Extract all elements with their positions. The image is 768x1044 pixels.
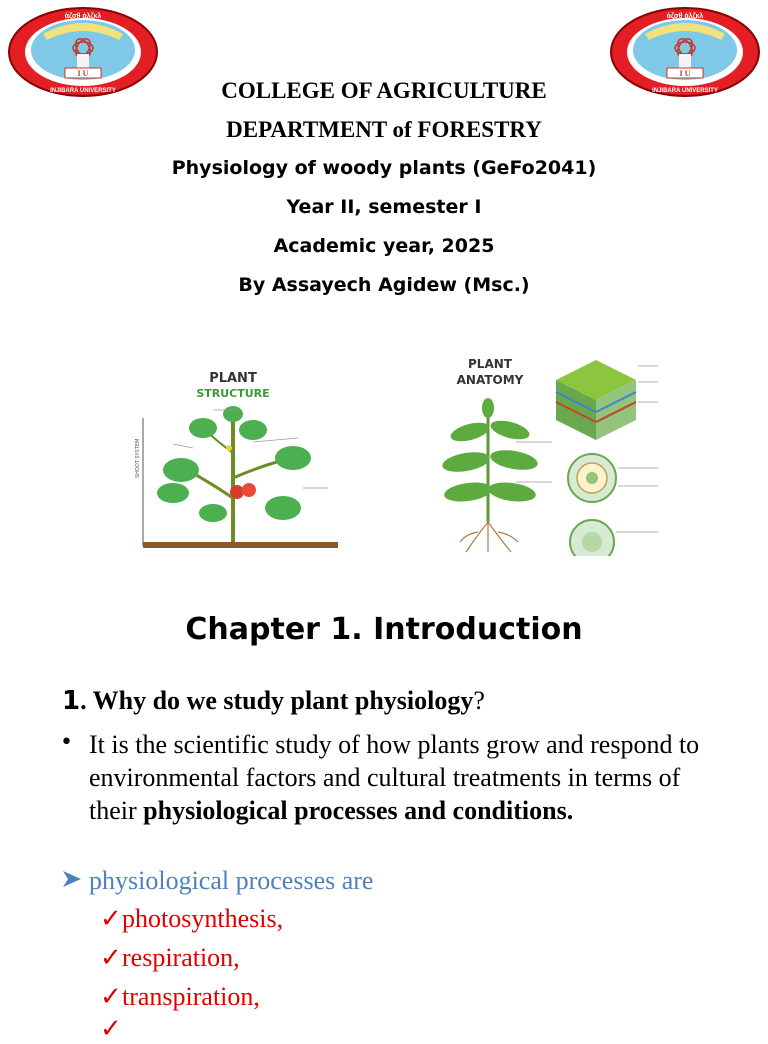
definition-text: It is the scientific study of how plants grow and respond to environmental factors and cultural treatments in terms of their (89, 730, 700, 825)
checkmark-icon: ✓ (100, 1014, 122, 1043)
bullet-dot: • (60, 730, 73, 755)
checkmark-icon: ✓ (100, 943, 122, 972)
process-item (100, 904, 283, 934)
definition-bold: physiological processes and conditions. (143, 796, 574, 825)
plant-structure-illustration (133, 358, 345, 550)
arrow-bullet-icon (62, 870, 82, 888)
svg-text:INJIBARA UNIVERSITY: INJIBARA UNIVERSITY (652, 88, 718, 94)
checkmark-icon: ✓ (100, 982, 122, 1011)
process-label: photosynthesis, (122, 904, 284, 933)
svg-text:PLANT: PLANT (468, 357, 512, 371)
svg-text:ἁζσθ ἁλζκλ: ἁζσθ ἁλζκλ (666, 13, 704, 20)
process-label: respiration, (122, 943, 240, 972)
department-title: DEPARTMENT of FORESTRY (226, 117, 542, 142)
checkmark-partial (100, 1014, 122, 1044)
svg-text:ANATOMY: ANATOMY (456, 373, 524, 387)
svg-text:I U: I U (679, 69, 691, 78)
question-mark: ? (473, 686, 485, 715)
question-heading (62, 686, 485, 716)
process-label: transpiration, (122, 982, 260, 1011)
plant-anatomy-illustration (426, 352, 662, 556)
chapter-title: Chapter 1. Introduction (185, 612, 583, 647)
definition-paragraph (89, 728, 709, 827)
course-title: Physiology of woody plants (GeFo2041) (171, 157, 597, 179)
checkmark-icon: ✓ (100, 904, 122, 933)
svg-text:STRUCTURE: STRUCTURE (196, 387, 270, 400)
year-semester: Year II, semester I (286, 196, 482, 218)
question-text: . Why do we study plant physiology (80, 686, 474, 715)
svg-text:ἁζσθ ἁλζκλ: ἁζσθ ἁλζκλ (64, 13, 102, 20)
process-item (100, 943, 240, 973)
svg-text:PLANT: PLANT (209, 371, 257, 386)
college-title: COLLEGE OF AGRICULTURE (221, 78, 547, 103)
academic-year: Academic year, 2025 (273, 235, 495, 257)
svg-text:INJIBARA UNIVERSITY: INJIBARA UNIVERSITY (50, 88, 116, 94)
author-line: By Assayech Agidew (Msc.) (238, 274, 530, 296)
question-number: 1 (62, 686, 81, 716)
process-item (100, 982, 260, 1012)
processes-heading: physiological processes are (89, 866, 374, 895)
svg-text:I U: I U (77, 69, 89, 78)
svg-text:SHOOT SYSTEM: SHOOT SYSTEM (135, 438, 141, 478)
